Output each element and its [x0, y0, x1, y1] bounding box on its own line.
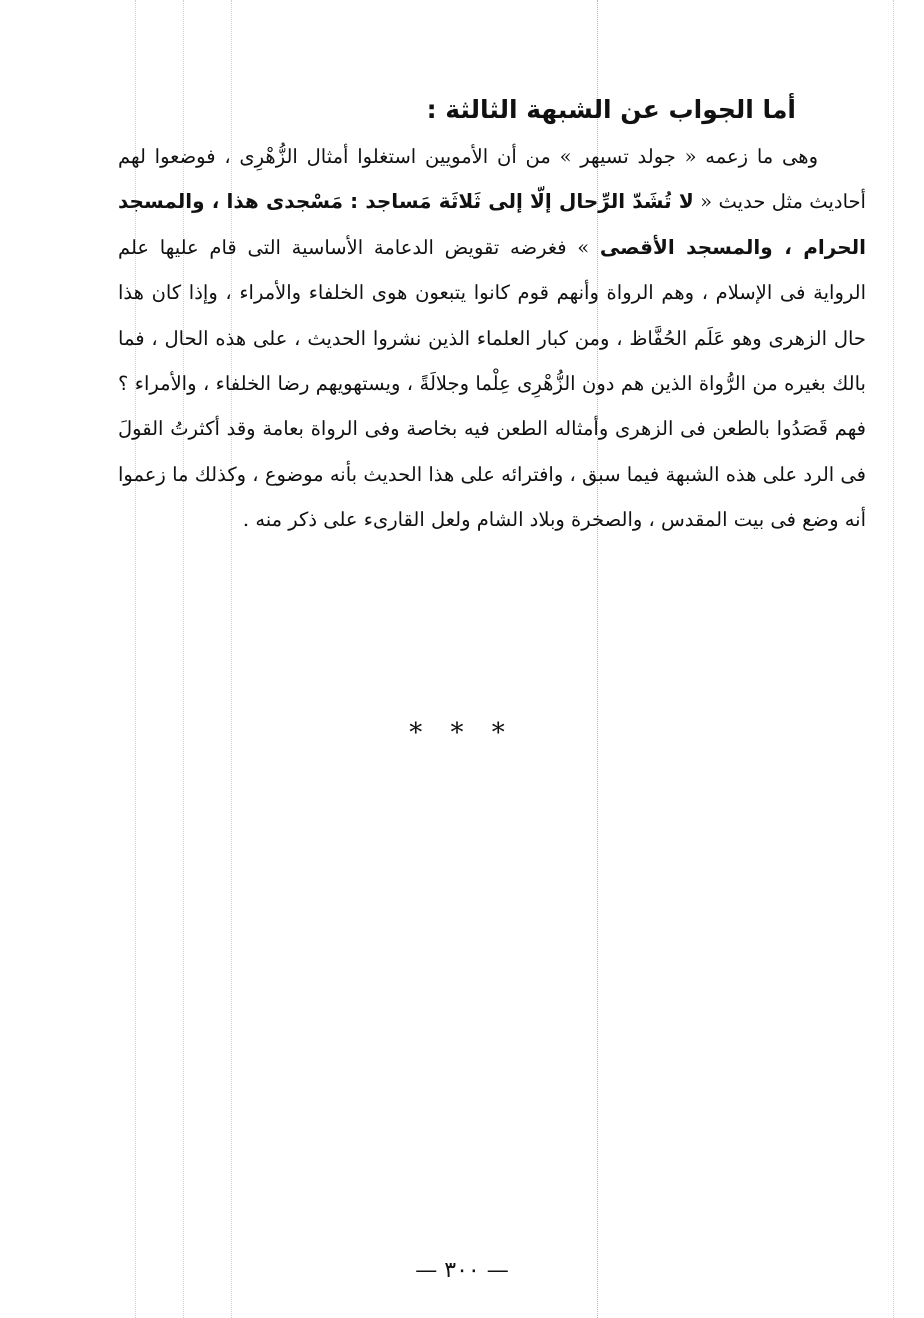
paragraph-text-part-2: » فغرضه تقويض الدعامة الأساسية التى قام عليها علم الرواية فى الإسلام ، وهم الرواة وأنهم قوم كانوا يتبعون هوى الخلفاء والأمراء ، وإذا كان هذا حال الزهرى وهو عَلَم الحُفَّاظ ، ومن كبار العلماء الذين نشروا الحديث ، على هذه الحال ، فما بالك بغيره من الرُّواة الذين هم دون الزُّهْرِى عِلْما وجلالَةً ، ويستهويهم رضا الخلفاء ، والأمراء ؟ فهم قَصَدُوا بالطعن فى الزهرى وأمثاله الطعن فيه بخاصة وفى الرواة بعامة وقد أكثرتُ القولَ فى الرد على هذه الشبهة فيما سبق ، وافترائه على هذا الحديث بأنه موضوع ، وكذلك ما زعموا أنه وضع فى بيت المقدس ، والصخرة وبلاد الشام ولعل القارىء على ذكر منه . — [118, 235, 866, 532]
body-paragraph — [118, 134, 866, 543]
page-number: — ٣٠٠ — — [415, 1258, 509, 1283]
scan-guide-line — [893, 0, 894, 1318]
paragraph-text-part-1: وهى ما زعمه « جولد تسيهر » من أن الأمويين استغلوا أمثال الزُّهْرِى ، فوضعوا لهم أحاديث مثل حديث « — [118, 145, 866, 214]
hadith-quote: لا تُشَدّ الرِّحال إلّا إلى ثَلاثَة مَساجد : مَسْجدى هذا ، والمسجد الحرام ، والمسجد الأقصى — [118, 189, 866, 259]
page-content — [118, 88, 866, 543]
section-separator: * * * — [409, 718, 515, 748]
section-heading: أما الجواب عن الشبهة الثالثة : — [426, 95, 796, 124]
